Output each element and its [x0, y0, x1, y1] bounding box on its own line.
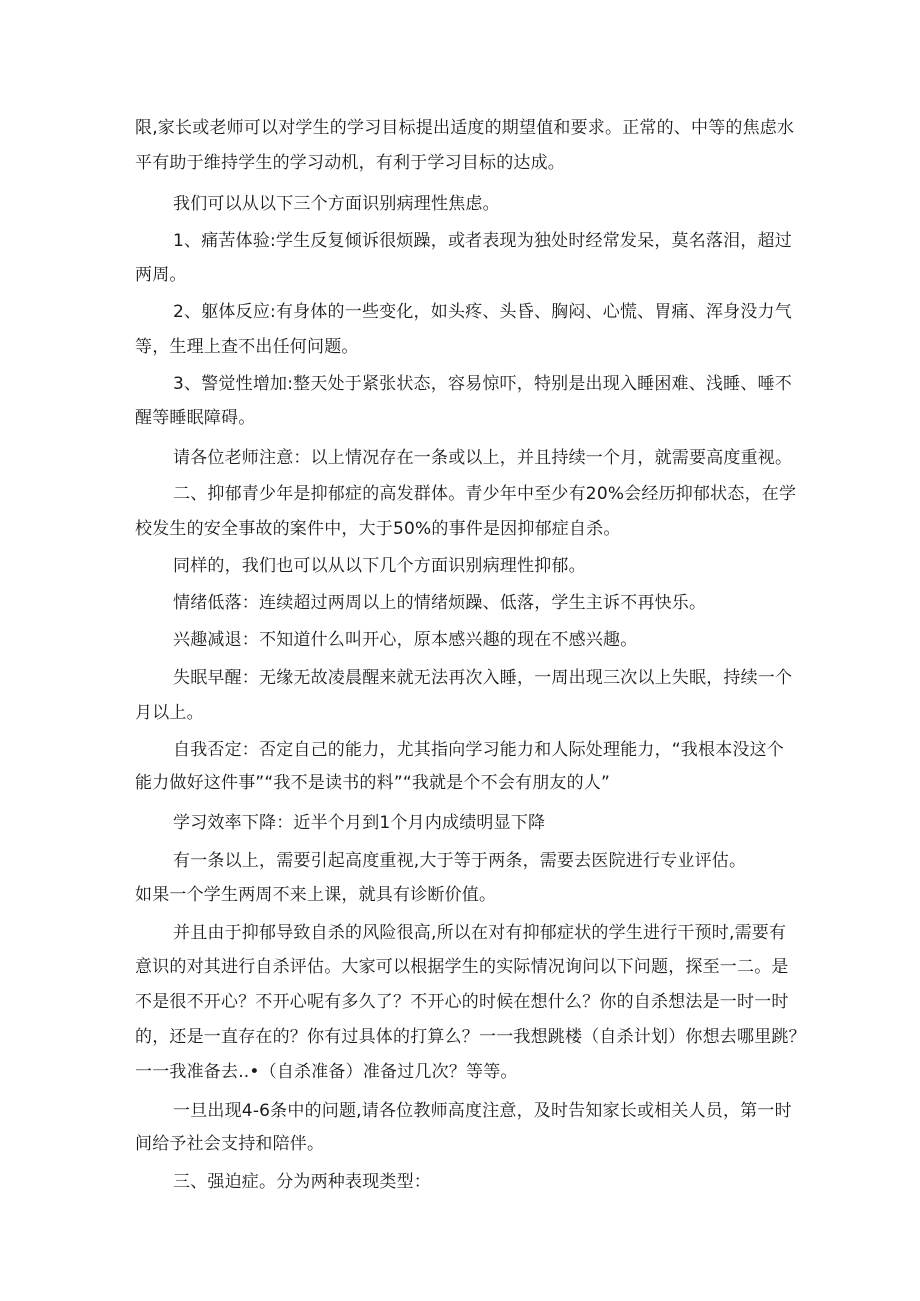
text-line: 1、痛苦体验:学生反复倾诉很烦躁，或者表现为独处时经常发呆，莫名落泪，超过 — [173, 231, 792, 251]
text-line: 我们可以从以下三个方面识别病理性焦虑。 — [173, 194, 500, 214]
text-line: 二、抑郁青少年是抑郁症的高发群体。青少年中至少有20%会经历抑郁状态，在学 — [173, 484, 797, 504]
text-line: 一旦出现4-6条中的问题,请各位教师高度注意，及时告知家长或相关人员，第一时 — [173, 1101, 792, 1121]
text-line: 间给予社会支持和陪伴。 — [135, 1134, 325, 1154]
text-line: 三、强迫症。分为两种表现类型： — [173, 1172, 431, 1192]
text-line: 失眠早醒：无缘无故凌晨醒来就无法再次入睡，一周出现三次以上失眠，持续一个 — [173, 668, 793, 688]
text-line: 的，还是一直存在的？你有过具体的打算么？一一我想跳楼（自杀计划）你想去哪里跳？ — [135, 1027, 806, 1047]
text-line: 请各位老师注意：以上情况存在一条或以上，并且持续一个月，就需要高度重视。 — [173, 448, 793, 468]
text-line: 两周。 — [135, 265, 187, 285]
text-line: 不是很不开心？不开心呢有多久了？不开心的时候在想什么？你的自杀想法是一时一时 — [135, 992, 789, 1012]
text-line: 等，生理上查不出任何问题。 — [135, 337, 359, 357]
text-line: 一一我准备去..•（自杀准备）准备过几次？等等。 — [135, 1062, 518, 1082]
text-line: 3、警觉性增加:整天处于紧张状态，容易惊吓，特别是出现入睡困难、浅睡、唾不 — [173, 374, 792, 394]
text-line: 月以上。 — [135, 703, 204, 723]
text-line: 有一条以上，需要引起高度重视,大于等于两条，需要去医院进行专业评估。 — [173, 851, 747, 871]
text-line: 同样的，我们也可以从以下几个方面识别病理性抑郁。 — [173, 556, 586, 576]
text-line: 限,家长或老师可以对学生的学习目标提出适度的期望值和要求。正常的、中等的焦虑水 — [135, 118, 795, 138]
text-line: 校发生的安全事故的案件中，大于50%的事件是因抑郁症自杀。 — [135, 519, 621, 539]
text-line: 自我否定：否定自己的能力，尤其指向学习能力和人际处理能力，“我根本没这个 — [173, 740, 785, 760]
text-line: 醒等睡眠障碍。 — [135, 408, 256, 428]
text-line: 2、躯体反应:有身体的一些变化，如头疼、头昏、胸闷、心慌、胃痛、浑身没力气 — [173, 302, 792, 322]
text-line: 学习效率下降：近半个月到1个月内成绩明显下降 — [173, 813, 546, 833]
text-line: 兴趣减退：不知道什么叫开心，原本感兴趣的现在不感兴趣。 — [173, 630, 638, 650]
text-line: 如果一个学生两周不来上课，就具有诊断价值。 — [135, 885, 497, 905]
text-line: 能力做好这件事”“我不是读书的料”“我就是个不会有朋友的人” — [135, 773, 611, 793]
text-line: 情绪低落：连续超过两周以上的情绪烦躁、低落，学生主诉不再快乐。 — [173, 593, 707, 613]
text-line: 意识的对其进行自杀评估。大家可以根据学生的实际情况询问以下问题，探至一二。是 — [135, 957, 789, 977]
text-line: 平有助于维持学生的学习动机，有利于学习目标的达成。 — [135, 153, 565, 173]
text-line: 并且由于抑郁导致自杀的风险很高,所以在对有抑郁症状的学生进行干预时,需要有 — [173, 923, 787, 943]
